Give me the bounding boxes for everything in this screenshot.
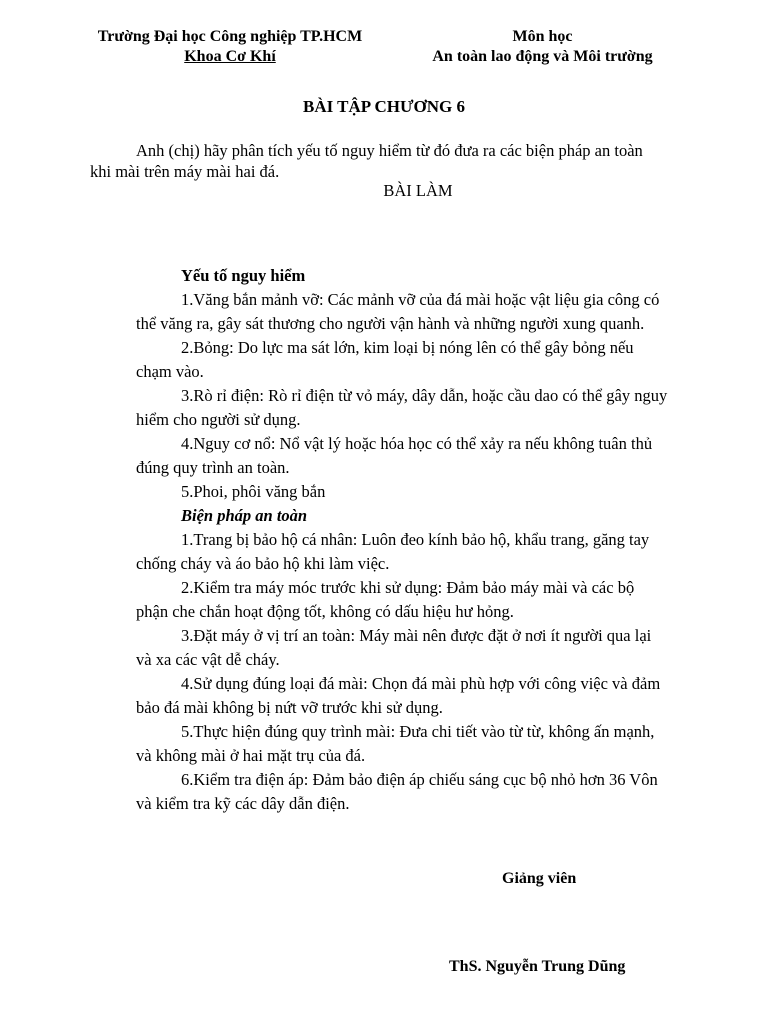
signature-name: ThS. Nguyễn Trung Dũng	[449, 958, 626, 975]
list-item: 2.Kiểm tra máy móc trước khi sử dụng: Đảm bảo máy mài và các bộ phận che chắn hoạt động tốt, không có dấu hiệu hư hỏng.	[136, 578, 635, 621]
header-right	[410, 27, 675, 67]
university-name: Trường Đại học Công nghiệp TP.HCM	[97, 28, 363, 45]
task-statement	[90, 140, 690, 182]
subject-name: An toàn lao động và Môi trường	[432, 48, 653, 65]
signature-title: Giảng viên	[502, 870, 577, 887]
list-item: 4.Nguy cơ nổ: Nổ vật lý hoặc hóa học có thể xảy ra nếu không tuân thủ đúng quy trình an toàn.	[136, 434, 653, 477]
answer-label: BÀI LÀM	[383, 181, 453, 200]
page-title: BÀI TẬP CHƯƠNG 6	[303, 97, 465, 116]
list-item: 5.Thực hiện đúng quy trình mài: Đưa chi tiết vào từ từ, không ấn mạnh, và không mài ở hai mặt trụ của đá.	[136, 722, 655, 765]
faculty-name: Khoa Cơ Khí	[184, 48, 276, 65]
list-item: 6.Kiểm tra điện áp: Đảm bảo điện áp chiếu sáng cục bộ nhỏ hơn 36 Vôn và kiểm tra kỹ các dây dẫn điện.	[136, 770, 658, 813]
list-item: 3.Đặt máy ở vị trí an toàn: Máy mài nên được đặt ở nơi ít người qua lại và xa các vật dễ cháy.	[136, 626, 652, 669]
task-line-2: khi mài trên máy mài hai đá.	[90, 162, 280, 181]
hazards-heading: Yếu tố nguy hiểm	[181, 266, 306, 285]
list-item: 4.Sử dụng đúng loại đá mài: Chọn đá mài phù hợp với công việc và đảm bảo đá mài không bị nứt vỡ trước khi sử dụng.	[136, 674, 661, 717]
list-item: 3.Rò rỉ điện: Rò rỉ điện từ vỏ máy, dây dẫn, hoặc cầu dao có thể gây nguy hiểm cho người sử dụng.	[136, 386, 668, 429]
list-item: 1.Văng bắn mảnh vỡ: Các mảnh vỡ của đá mài hoặc vật liệu gia công có thể văng ra, gây sát thương cho người vận hành và những người xung quanh.	[136, 290, 660, 333]
list-item: 2.Bỏng: Do lực ma sát lớn, kim loại bị nóng lên có thể gây bỏng nếu chạm vào.	[136, 338, 634, 381]
list-item: 5.Phoi, phôi văng bắn	[181, 482, 326, 501]
list-item: 1.Trang bị bảo hộ cá nhân: Luôn đeo kính bảo hộ, khẩu trang, găng tay chống cháy và áo bảo hộ khi làm việc.	[136, 530, 650, 573]
subject-label: Môn học	[512, 28, 573, 45]
measures-heading: Biện pháp an toàn	[181, 506, 308, 525]
header-left	[80, 27, 380, 67]
task-line-1: Anh (chị) hãy phân tích yếu tố nguy hiểm từ đó đưa ra các biện pháp an toàn	[136, 141, 643, 160]
answer-body	[136, 264, 696, 816]
